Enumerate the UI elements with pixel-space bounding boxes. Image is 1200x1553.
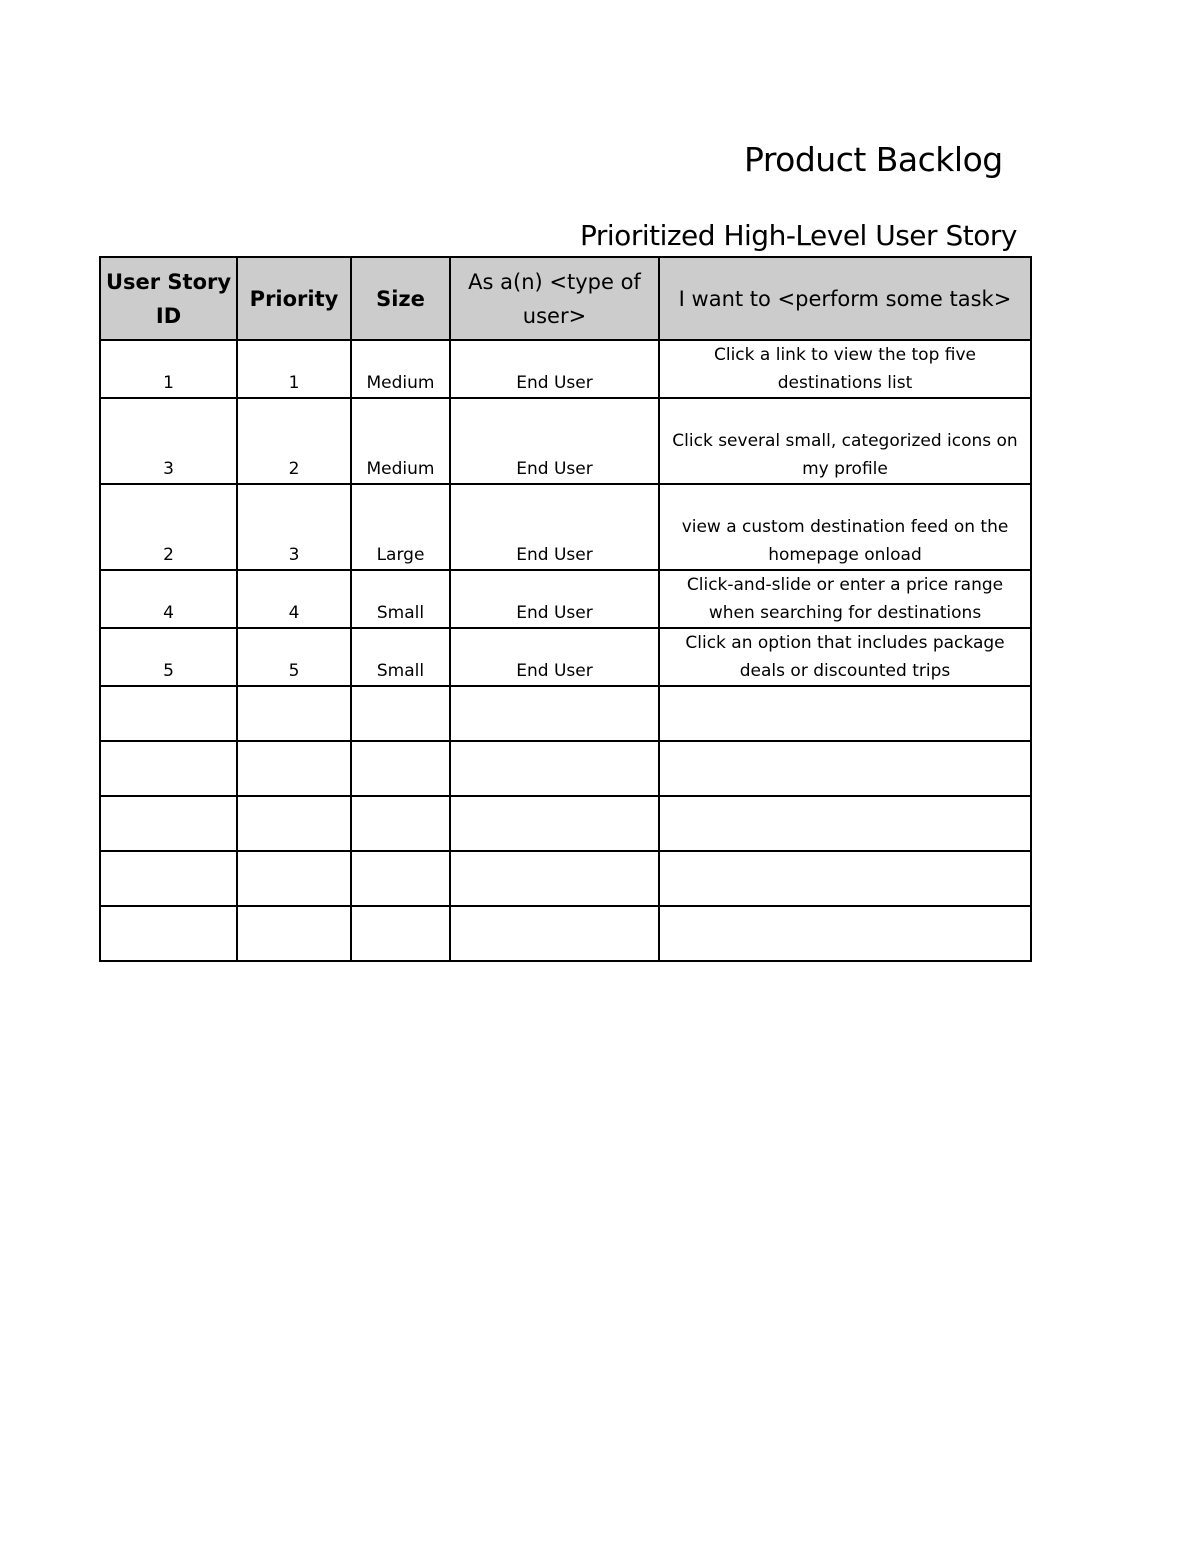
cell-user-type[interactable]: End User	[450, 628, 659, 686]
cell-user-type[interactable]: End User	[450, 570, 659, 628]
table-row	[100, 340, 1031, 398]
empty-cell[interactable]	[659, 741, 1031, 796]
empty-cell[interactable]	[237, 796, 351, 851]
cell-task[interactable]: view a custom destination feed on the homepage onload	[659, 484, 1031, 570]
table-row	[100, 628, 1031, 686]
cell-size[interactable]: Large	[351, 484, 450, 570]
empty-row	[100, 796, 1031, 851]
empty-cell[interactable]	[100, 686, 237, 741]
cell-priority[interactable]: 5	[237, 628, 351, 686]
header-user-story-id[interactable]: User Story ID	[100, 257, 237, 340]
cell-id[interactable]: 2	[100, 484, 237, 570]
empty-cell[interactable]	[351, 686, 450, 741]
empty-row	[100, 851, 1031, 906]
empty-cell[interactable]	[100, 796, 237, 851]
table-row	[100, 570, 1031, 628]
empty-cell[interactable]	[237, 741, 351, 796]
header-priority[interactable]: Priority	[237, 257, 351, 340]
cell-size[interactable]: Medium	[351, 398, 450, 484]
empty-row	[100, 906, 1031, 961]
cell-priority[interactable]: 4	[237, 570, 351, 628]
header-user-type[interactable]: As a(n) <type of user>	[450, 257, 659, 340]
empty-cell[interactable]	[351, 851, 450, 906]
empty-cell[interactable]	[450, 851, 659, 906]
empty-cell[interactable]	[100, 906, 237, 961]
cell-task[interactable]: Click-and-slide or enter a price range when searching for destinations	[659, 570, 1031, 628]
empty-cell[interactable]	[237, 906, 351, 961]
subtitle-container	[580, 217, 1030, 257]
empty-cell[interactable]	[659, 851, 1031, 906]
cell-size[interactable]: Small	[351, 570, 450, 628]
cell-user-type[interactable]: End User	[450, 484, 659, 570]
cell-priority[interactable]: 1	[237, 340, 351, 398]
header-row	[100, 257, 1031, 340]
empty-cell[interactable]	[450, 741, 659, 796]
backlog-table	[99, 256, 1032, 962]
cell-task[interactable]: Click several small, categorized icons on my profile	[659, 398, 1031, 484]
cell-id[interactable]: 3	[100, 398, 237, 484]
empty-cell[interactable]	[450, 906, 659, 961]
cell-id[interactable]: 4	[100, 570, 237, 628]
empty-row	[100, 741, 1031, 796]
cell-user-type[interactable]: End User	[450, 340, 659, 398]
header-size[interactable]: Size	[351, 257, 450, 340]
cell-priority[interactable]: 3	[237, 484, 351, 570]
empty-cell[interactable]	[351, 796, 450, 851]
table-row	[100, 398, 1031, 484]
empty-cell[interactable]	[659, 686, 1031, 741]
empty-cell[interactable]	[100, 741, 237, 796]
empty-cell[interactable]	[450, 796, 659, 851]
cell-size[interactable]: Medium	[351, 340, 450, 398]
page-title: Product Backlog	[744, 140, 1003, 179]
cell-id[interactable]: 5	[100, 628, 237, 686]
header-task[interactable]: I want to <perform some task>	[659, 257, 1031, 340]
cell-priority[interactable]: 2	[237, 398, 351, 484]
table-row	[100, 484, 1031, 570]
page-subtitle: Prioritized High-Level User Story	[580, 219, 1017, 252]
cell-id[interactable]: 1	[100, 340, 237, 398]
cell-user-type[interactable]: End User	[450, 398, 659, 484]
empty-cell[interactable]	[237, 686, 351, 741]
empty-cell[interactable]	[100, 851, 237, 906]
cell-task[interactable]: Click an option that includes package deals or discounted trips	[659, 628, 1031, 686]
empty-cell[interactable]	[659, 906, 1031, 961]
cell-size[interactable]: Small	[351, 628, 450, 686]
empty-cell[interactable]	[351, 906, 450, 961]
cell-task[interactable]: Click a link to view the top five destinations list	[659, 340, 1031, 398]
empty-cell[interactable]	[237, 851, 351, 906]
empty-cell[interactable]	[351, 741, 450, 796]
empty-cell[interactable]	[659, 796, 1031, 851]
empty-row	[100, 686, 1031, 741]
empty-cell[interactable]	[450, 686, 659, 741]
